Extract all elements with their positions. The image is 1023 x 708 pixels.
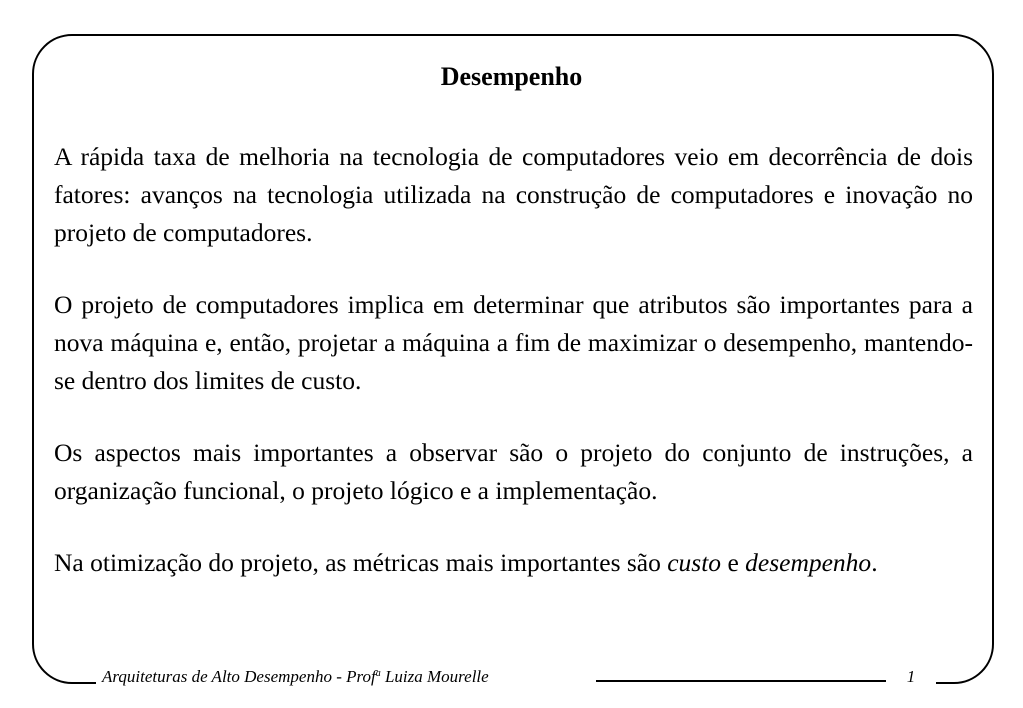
slide-footer [96, 662, 936, 694]
paragraph-tech-improvement: A rápida taxa de melhoria na tecnologia de computadores veio em decorrência de dois fatores: avanços na tecnologia utilizada na construção de computadores e inovação no projeto de computadores. [54, 142, 973, 247]
footer-course-author [102, 666, 495, 688]
paragraph-computer-design: O projeto de computadores implica em determinar que atributos são importantes para a nova máquina e, então, projetar a máquina a fim de maximizar o desempenho, mantendo-se dentro dos limites de custo. [54, 290, 973, 395]
footer-divider [596, 680, 886, 682]
footer-superscript: a [375, 668, 381, 679]
metrics-text-suffix: . [871, 548, 878, 577]
footer-author-name: Luiza Mourelle [380, 667, 489, 686]
slide-title: Desempenho [440, 62, 583, 91]
footer-course-title: Arquiteturas de Alto Desempenho - Prof [102, 667, 376, 686]
paragraph-important-aspects: Os aspectos mais importantes a observar são o projeto do conjunto de instruções, a organização funcional, o projeto lógico e a implementação. [54, 438, 973, 505]
metric-performance: desempenho [745, 548, 872, 577]
metrics-text-prefix: Na otimização do projeto, as métricas mais importantes são [54, 548, 668, 577]
slide-body [54, 138, 973, 616]
metrics-connector: e [721, 548, 746, 577]
page-number: 1 [896, 666, 926, 688]
paragraph-optimization-metrics [54, 544, 973, 582]
metric-cost: custo [667, 548, 722, 577]
